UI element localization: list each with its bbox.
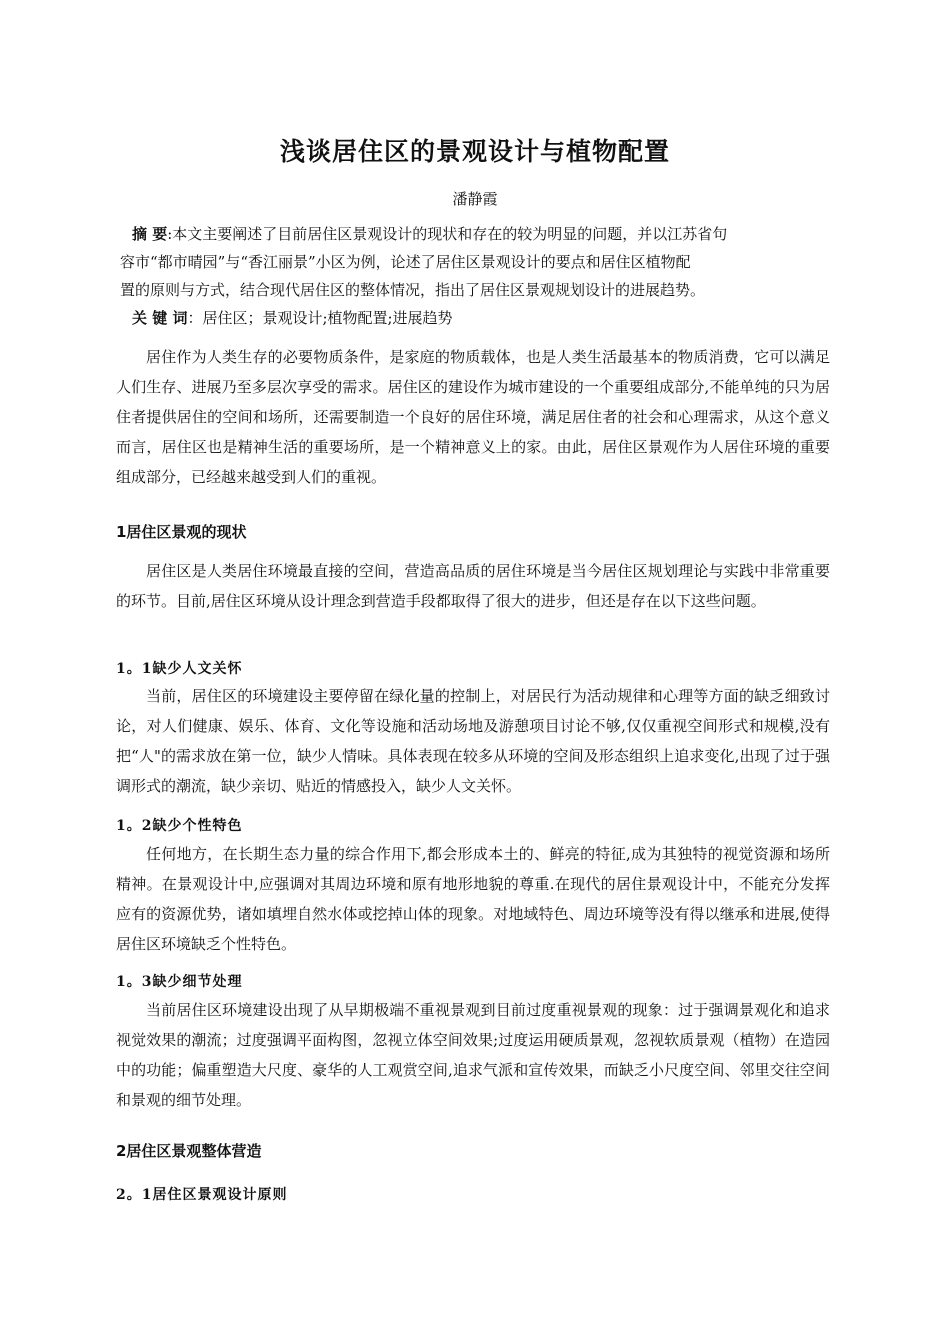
subsection-1-3-paragraph: 当前居住区环境建设出现了从早期极端不重视景观到目前过度重视景观的现象：过于强调景观化和追求视觉效果的潮流；过度强调平面构图，忽视立体空间效果;过度运用硬质景观，忽视软质景观（植物）在造园中的功能；偏重塑造大尺度、豪华的人工观赏空间,追求气派和宣传效果，而缺乏小尺度空间、邻里交往空间和景观的细节处理。: [116, 1001, 830, 1109]
keywords-label: 关 键 词: [132, 309, 188, 327]
subsection-2-1-heading: 2。1居住区景观设计原则: [116, 1187, 288, 1203]
section-1-paragraph: 居住区是人类居住环境最直接的空间，营造高品质的居住环境是当今居住区规划理论与实践中非常重要的环节。目前,居住区环境从设计理念到营造手段都取得了很大的进步，但还是存在以下这些问题。: [116, 562, 830, 610]
paper-title: 浅谈居住区的景观设计与植物配置: [279, 137, 670, 166]
keywords-line: [116, 304, 830, 332]
abstract-line-2: 容市“都市晴园”与“香江丽景”小区为例，论述了居住区景观设计的要点和居住区植物配: [120, 253, 691, 271]
abstract-line-1: [116, 220, 830, 248]
abstract-block: [116, 220, 830, 332]
intro-paragraph: 居住作为人类生存的必要物质条件，是家庭的物质载体，也是人类生活最基本的物质消费，它可以满足人们生存、进展乃至多层次享受的需求。居住区的建设作为城市建设的一个重要组成部分,不能单纯的只为居住者提供居住的空间和场所，还需要制造一个良好的居住环境，满足居住者的社会和心理需求，从这个意义而言，居住区也是精神生活的重要场所，是一个精神意义上的家。由此，居住区景观作为人居住环境的重要组成部分，已经越来越受到人们的重视。: [116, 348, 830, 486]
subsection-1-1-paragraph: 当前，居住区的环境建设主要停留在绿化量的控制上，对居民行为活动规律和心理等方面的缺乏细致讨论，对人们健康、娱乐、体育、文化等设施和活动场地及游憩项目讨论不够,仅仅重视空间形式和规模,没有把“人"的需求放在第一位，缺少人情味。具体表现在较多从环境的空间及形态组织上追求变化,出现了过于强调形式的潮流，缺少亲切、贴近的情感投入，缺少人文关怀。: [116, 687, 830, 795]
subsection-1-2-body: [116, 839, 830, 959]
abstract-label: 摘 要: [132, 225, 168, 243]
subsection-1-3-body: [116, 995, 830, 1115]
section-1-heading: 1居住区景观的现状: [116, 523, 247, 541]
intro-section: [116, 342, 830, 492]
keywords-text: ：居住区；景观设计;植物配置;进展趋势: [187, 309, 453, 327]
section-1-body: [116, 556, 830, 616]
abstract-line-3: 置的原则与方式，结合现代居住区的整体情况，指出了居住区景观规划设计的进展趋势。: [120, 281, 706, 299]
subsection-1-2-heading: 1。2缺少个性特色: [116, 818, 243, 834]
paper-author: 潘静霞: [452, 190, 498, 208]
subsection-1-1-body: [116, 681, 830, 801]
abstract-text-1: :本文主要阐述了目前居住区景观设计的现状和存在的较为明显的问题，并以江苏省句: [167, 225, 728, 243]
subsection-1-2-paragraph: 任何地方，在长期生态力量的综合作用下,都会形成本土的、鲜亮的特征,成为其独特的视觉资源和场所精神。在景观设计中,应强调对其周边环境和原有地形地貌的尊重.在现代的居住景观设计中，不能充分发挥应有的资源优势，诸如填埋自然水体或挖掉山体的现象。对地域特色、周边环境等没有得以继承和进展,使得居住区环境缺乏个性特色。: [116, 845, 830, 953]
subsection-1-3-heading: 1。3缺少细节处理: [116, 974, 243, 990]
subsection-1-1-heading: 1。1缺少人文关怀: [116, 661, 243, 677]
section-2-heading: 2居住区景观整体营造: [116, 1142, 262, 1160]
